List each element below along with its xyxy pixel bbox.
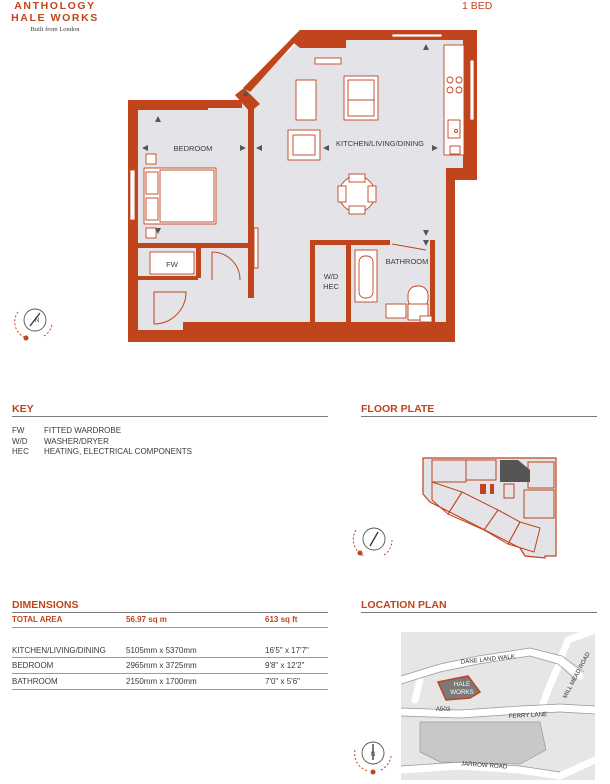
kitchen-units (444, 45, 464, 155)
north-label: N (370, 752, 376, 758)
key-list (12, 426, 192, 458)
dim-imperial: 16'5" x 17'7" (265, 646, 309, 655)
room-label-hec: HEC (323, 282, 339, 291)
dim-room: BEDROOM (12, 661, 54, 670)
key-abbr: HEC (12, 447, 29, 456)
key-title: KEY (12, 403, 34, 415)
room-label-bathroom: BATHROOM (385, 257, 429, 266)
key-desc: WASHER/DRYER (44, 436, 109, 446)
key-desc: HEATING, ELECTRICAL COMPONENTS (44, 447, 193, 456)
unit-type-label: 1 BED (462, 0, 493, 12)
key-item-fw (12, 426, 192, 437)
compass-icon (15, 309, 52, 341)
dimensions-total-rule (12, 627, 328, 628)
room-label-bedroom: BEDROOM (173, 144, 213, 153)
total-metric: 56.97 sq m (126, 615, 167, 624)
room-label-kitchen: KITCHEN/LIVING/DINING (336, 139, 424, 148)
dimensions-row-bedroom (12, 661, 328, 671)
dimensions-total-row (12, 615, 328, 625)
svg-text:N: N (34, 318, 40, 324)
dimensions-row-kitchen (12, 646, 328, 656)
key-item-hec (12, 447, 192, 458)
location-compass-icon (355, 742, 391, 775)
key-rule (12, 416, 328, 417)
road-label-ferry: FERRY LANE (508, 710, 548, 721)
dim-metric: 2965mm x 3725mm (126, 661, 197, 670)
dimensions-row-rule (12, 689, 328, 690)
road-label-mill: MILL MEAD ROAD (562, 651, 592, 700)
key-abbr: W/D (12, 436, 28, 446)
dimensions-row-bathroom (12, 677, 328, 687)
location-plan-title: LOCATION PLAN (361, 599, 447, 611)
brand-line-2: HALE WORKS (11, 11, 99, 24)
floor-plate-diagram (423, 458, 556, 558)
key-abbr: FW (12, 426, 25, 435)
dim-imperial: 7'0" x 5'6" (265, 677, 300, 686)
site-label-line2: WORKS (450, 689, 474, 696)
dimensions-row-rule (12, 673, 328, 674)
location-plan-rule (361, 612, 597, 613)
floor-plate-rule (361, 416, 597, 417)
floor-plate-compass-icon (353, 528, 392, 556)
dimensions-title: DIMENSIONS (12, 599, 79, 611)
site-label-line1: HALE (453, 681, 471, 688)
location-map (401, 630, 595, 780)
total-imperial: 613 sq ft (265, 615, 298, 624)
dimensions-rule (12, 612, 328, 613)
dim-room: BATHROOM (12, 677, 58, 686)
dim-metric: 2150mm x 1700mm (126, 677, 197, 686)
road-label-a503: A503 (435, 706, 451, 713)
brand-tagline: Built from London (30, 26, 80, 33)
room-label-fw: FW (166, 260, 178, 269)
road-label-jarrow: JARROW ROAD (460, 760, 508, 771)
dim-metric: 5105mm x 5370mm (126, 646, 197, 655)
room-label-wd: W/D (323, 272, 339, 281)
total-label: TOTAL AREA (12, 615, 63, 624)
dim-imperial: 9'8" x 12'2" (265, 661, 305, 670)
floor-plate-title: FLOOR PLATE (361, 403, 435, 415)
road-label-dane: DANE LAND WALK (460, 653, 516, 666)
dim-room: KITCHEN/LIVING/DINING (12, 646, 106, 655)
key-item-wd (12, 437, 192, 448)
brand-line-1: ANTHOLOGY (14, 0, 96, 12)
dimensions-row-rule (12, 657, 328, 658)
key-desc: FITTED WARDROBE (44, 426, 122, 435)
